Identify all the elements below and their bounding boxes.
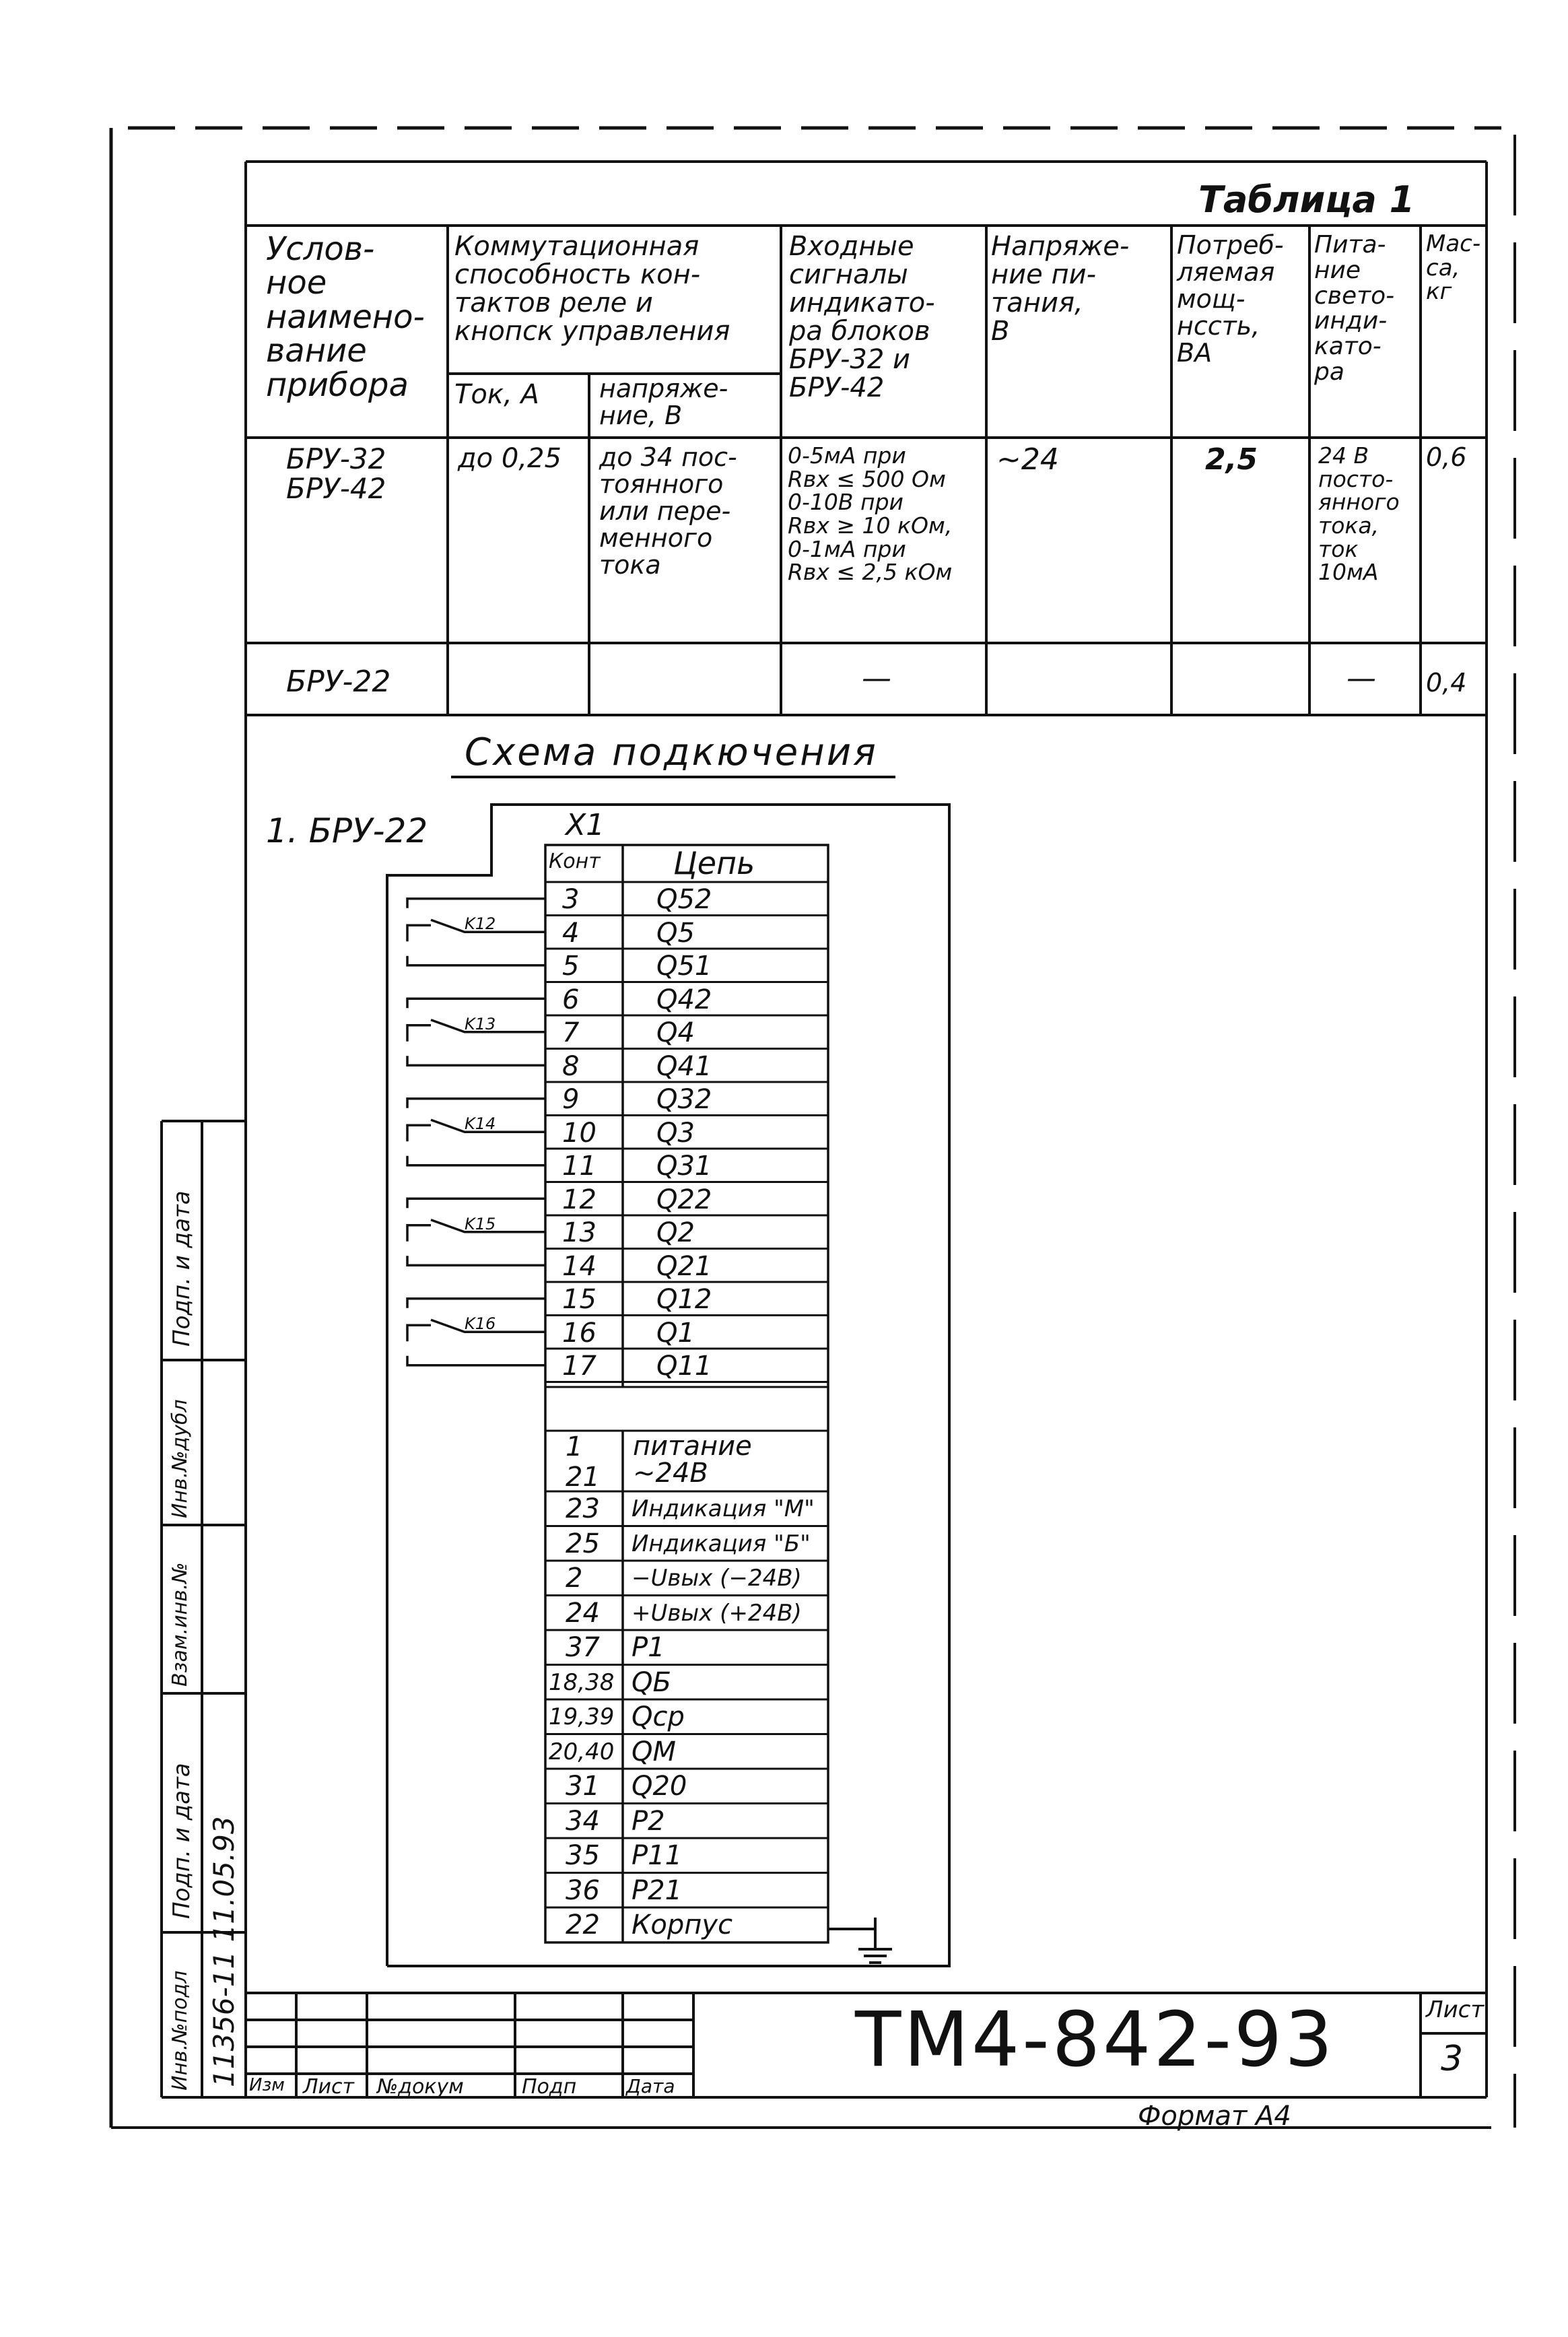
pin-number: 25 — [566, 1528, 600, 1559]
circuit-name: Q42 — [656, 984, 712, 1015]
pin-number: 21 — [566, 1462, 600, 1493]
relay-label: K15 — [465, 1214, 496, 1233]
pin-number: 24 — [566, 1597, 600, 1629]
circuit-name: Корпус — [632, 1909, 733, 1940]
circuit-name: Индикация "М" — [632, 1495, 815, 1522]
circuit-name: Q31 — [656, 1151, 712, 1182]
scheme-title: Схема подкючения — [465, 731, 878, 774]
header-current: Ток, А — [454, 379, 539, 410]
circuit-name: Q4 — [656, 1017, 695, 1048]
row2-name: БРУ-22 — [286, 665, 391, 699]
pin-number: 35 — [566, 1840, 600, 1871]
pin-number: 10 — [562, 1117, 596, 1149]
circuit-name: Р21 — [632, 1874, 683, 1906]
header-mass: Мас- са, кг — [1426, 230, 1481, 306]
header-supply: Напряже- ние пи- тания, В — [991, 231, 1130, 347]
pin-number: 6 — [562, 984, 580, 1015]
power-label: питание ~24В — [633, 1431, 752, 1489]
doc-number: ТМ4-842-93 — [855, 1996, 1336, 2084]
pin-number: 12 — [562, 1184, 596, 1215]
row2-mass: 0,4 — [1426, 668, 1467, 698]
header-voltage: напряже- ние, В — [599, 374, 728, 430]
circuit-name: Q32 — [656, 1084, 712, 1115]
header-inputs: Входные сигналы индикато- ра блоков БРУ-32 и БРУ-42 — [789, 231, 935, 403]
tb-col-izm: Изм — [249, 2075, 285, 2095]
col-circuit-header: Цепь — [673, 845, 755, 881]
pin-number: 3 — [562, 884, 580, 915]
circuit-name: Q1 — [656, 1317, 695, 1349]
pin-number: 2 — [566, 1563, 583, 1594]
col-contact-header: Конт — [549, 850, 601, 873]
pin-number: 37 — [566, 1632, 600, 1663]
row1-supply: ~24 — [996, 442, 1059, 477]
pin-number: 13 — [562, 1217, 596, 1248]
pin-number: 22 — [566, 1909, 600, 1940]
pin-number: 15 — [562, 1284, 596, 1315]
circuit-name: Р2 — [632, 1805, 665, 1837]
circuit-name: Q5 — [656, 917, 695, 949]
sheet-number: 3 — [1441, 2039, 1464, 2079]
pin-number: 14 — [562, 1250, 596, 1282]
circuit-name: Q2 — [656, 1217, 695, 1248]
relay-label: K14 — [465, 1114, 496, 1134]
circuit-name: Q11 — [656, 1351, 712, 1382]
circuit-name: Q3 — [656, 1117, 695, 1149]
circuit-name: Q52 — [656, 884, 712, 915]
pin-number: 19,39 — [549, 1703, 615, 1730]
circuit-name: −Uвых (−24В) — [632, 1565, 802, 1592]
connector-label: X1 — [566, 808, 605, 842]
pin-number: 18,38 — [549, 1668, 615, 1696]
row2-inputs: — — [862, 661, 891, 696]
circuit-name: Q20 — [632, 1771, 687, 1802]
pin-number: 17 — [562, 1351, 596, 1382]
row1-mass: 0,6 — [1426, 442, 1467, 472]
device-label: 1. БРУ-22 — [266, 811, 428, 850]
circuit-name: QБ — [632, 1666, 671, 1698]
pin-number: 5 — [562, 951, 580, 982]
row1-led: 24 В посто- янного тока, ток 10мА — [1318, 442, 1400, 586]
circuit-name: Qср — [632, 1701, 685, 1732]
relay-label: K12 — [465, 914, 496, 934]
pin-number: 23 — [566, 1493, 600, 1524]
table-title: Таблица 1 — [1198, 178, 1415, 221]
pin-number: 34 — [566, 1805, 600, 1837]
circuit-name: +Uвых (+24В) — [632, 1599, 802, 1627]
pin-number: 9 — [562, 1084, 580, 1115]
row1-current: до 0,25 — [458, 443, 561, 474]
stamp-handwritten: 11356-11 11.05.93 — [207, 1816, 240, 2087]
circuit-name: Q22 — [656, 1184, 712, 1215]
pin-number: 20,40 — [549, 1738, 615, 1765]
row1-power: 2,5 — [1205, 442, 1258, 477]
relay-label: K16 — [465, 1314, 496, 1334]
tb-col-sign: Подп — [522, 2075, 577, 2099]
circuit-name: QМ — [632, 1736, 676, 1767]
tb-col-list: Лист — [303, 2075, 355, 2099]
header-switching: Коммутационная способность кон- тактов реле и кнопск управления — [454, 231, 730, 347]
stamp-label-5: Подп. и дата — [168, 1190, 195, 1347]
format-label: Формат А4 — [1138, 2101, 1291, 2132]
stamp-label-3: Взам.инв.№ — [168, 1562, 192, 1687]
row2-led: — — [1347, 661, 1376, 696]
circuit-name: Индикация "Б" — [632, 1530, 811, 1557]
row1-voltage: до 34 пос- тоянного или пере- менного тока — [599, 442, 737, 580]
pin-number: 16 — [562, 1317, 596, 1349]
pin-number: 8 — [562, 1050, 580, 1082]
stamp-label-4: Инв.№дубл — [168, 1399, 192, 1518]
circuit-name: Q51 — [656, 951, 712, 982]
pin-number: 36 — [566, 1874, 600, 1906]
stamp-label-1: Инв.№подл — [168, 1970, 192, 2091]
header-name: Услов- ное наимено- вание прибора — [266, 230, 425, 404]
header-power: Потреб- ляемая мощ- нссть, ВА — [1177, 230, 1284, 368]
sheet-label: Лист — [1426, 1996, 1485, 2023]
pin-number: 31 — [566, 1771, 600, 1802]
pin-number: 7 — [562, 1017, 580, 1048]
circuit-name: Q12 — [656, 1284, 712, 1315]
pin-number: 4 — [562, 917, 580, 949]
circuit-name: Q21 — [656, 1250, 712, 1282]
circuit-name: Q41 — [656, 1050, 712, 1082]
tb-col-doc: №докум — [377, 2075, 464, 2099]
pin-number: 11 — [562, 1151, 596, 1182]
row1-name: БРУ-32 БРУ-42 — [286, 442, 386, 506]
circuit-name: Р11 — [632, 1840, 683, 1871]
pin-number: 1 — [566, 1431, 583, 1462]
stamp-label-2: Подп. и дата — [168, 1763, 195, 1919]
relay-label: K13 — [465, 1014, 496, 1034]
header-led: Пита- ние свето- инди- като- ра — [1314, 231, 1395, 386]
row1-inputs: 0-5мА при Rвх ≤ 500 Ом 0-10В при Rвх ≥ 10 кОм, 0-1мА при Rвх ≤ 2,5 кОм — [788, 442, 953, 586]
circuit-name: Р1 — [632, 1632, 665, 1663]
tb-col-date: Дата — [626, 2075, 675, 2097]
